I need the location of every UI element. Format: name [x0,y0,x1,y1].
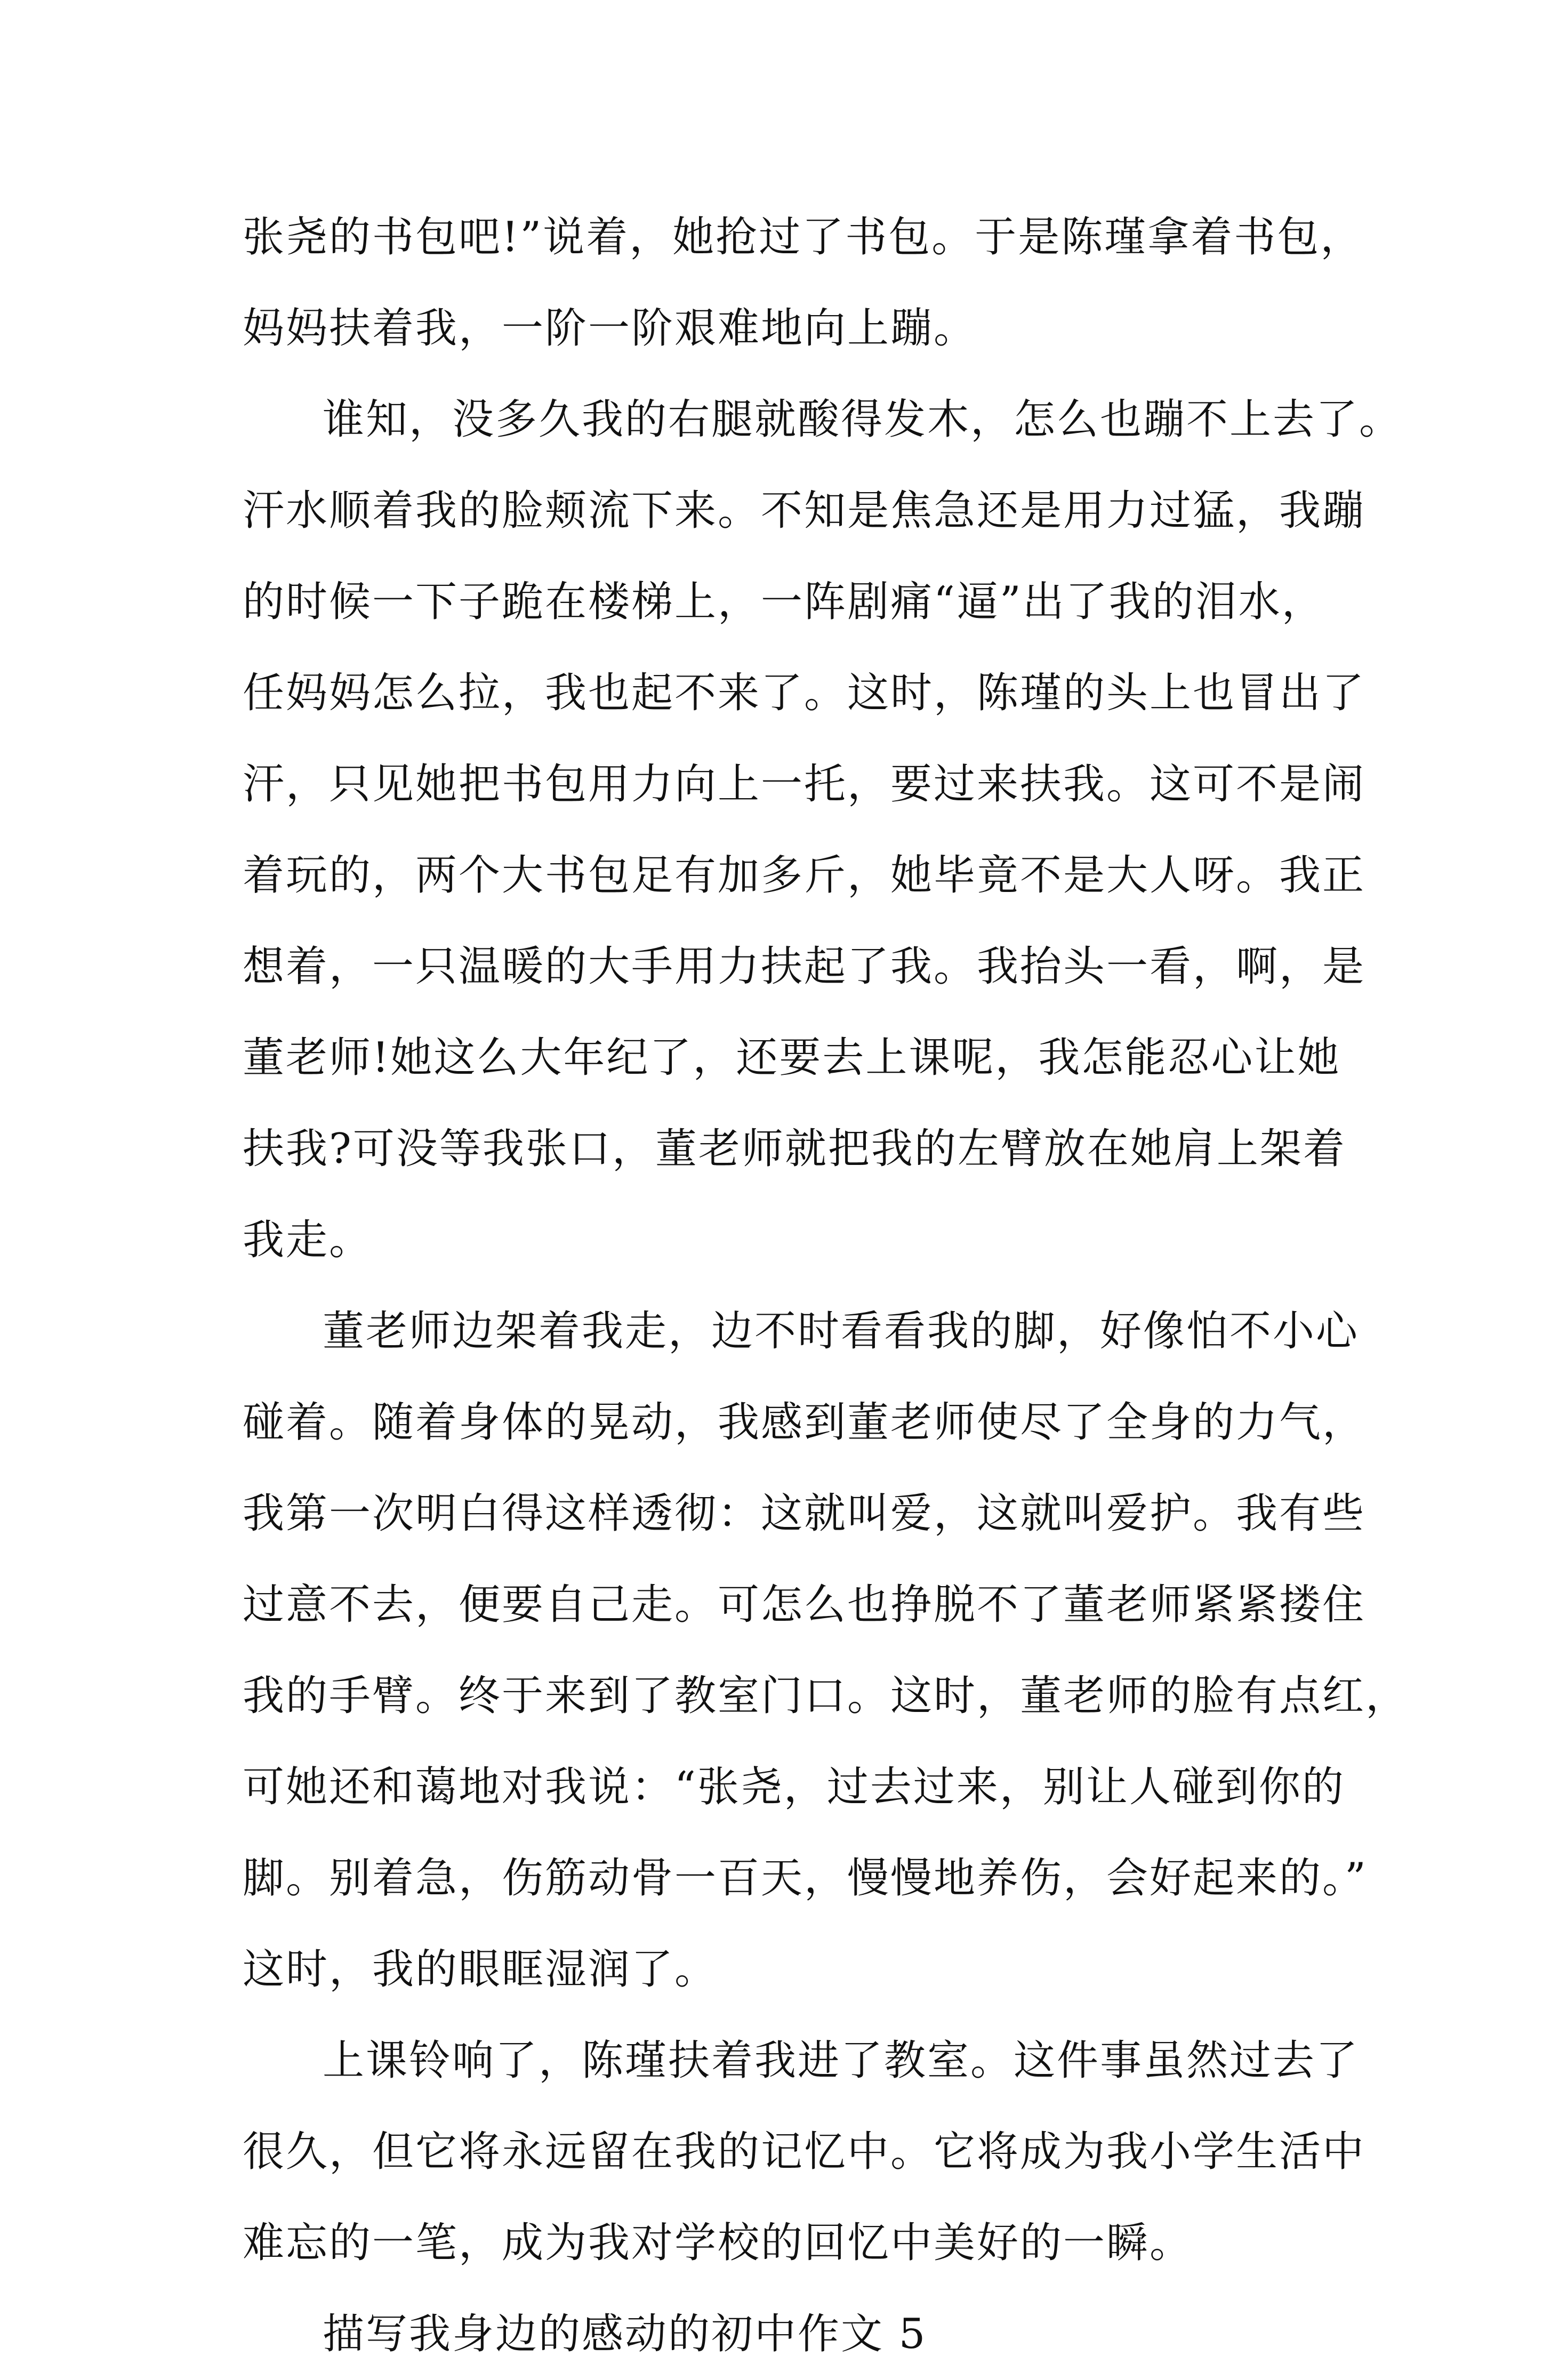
text-line: 碰着。随着身体的晃动，我感到董老师使尽了全身的力气， [243,1398,1366,1446]
paragraph-start-line: 谁知，没多久我的右腿就酸得发木，怎么也蹦不上去了。 [323,396,1403,444]
text-line: 妈妈扶着我，一阶一阶艰难地向上蹦。 [243,304,977,352]
paragraph-start-line: 上课铃响了，陈瑾扶着我进了教室。这件事虽然过去了 [323,2037,1360,2085]
section-heading: 描写我身边的感动的初中作文 5 [323,2310,927,2358]
text-line: 我走。 [243,1216,373,1264]
text-line: 董老师!她这么大年纪了，还要去上课呢，我怎能忍心让她 [243,1034,1341,1082]
text-line: 想着，一只温暖的大手用力扶起了我。我抬头一看，啊，是 [243,943,1366,991]
text-line: 着玩的，两个大书包足有加多斤，她毕竟不是大人呀。我正 [243,851,1366,899]
text-line: 很久，但它将永远留在我的记忆中。它将成为我小学生活中 [243,2128,1366,2176]
text-line: 任妈妈怎么拉，我也起不来了。这时，陈瑾的头上也冒出了 [243,669,1366,717]
paragraph-start-line: 董老师边架着我走，边不时看看我的脚，好像怕不小心 [323,1307,1360,1355]
text-line: 汗水顺着我的脸颊流下来。不知是焦急还是用力过猛，我蹦 [243,487,1366,535]
essay-body [243,192,1409,2380]
text-line: 难忘的一笔，成为我对学校的回忆中美好的一瞬。 [243,2219,1193,2267]
text-line: 这时，我的眼眶湿润了。 [243,1945,718,1993]
text-line: 我第一次明白得这样透彻：这就叫爱，这就叫爱护。我有些 [243,1490,1366,1538]
text-line: 过意不去，便要自己走。可怎么也挣脱不了董老师紧紧搂住 [243,1581,1366,1629]
text-line: 汗，只见她把书包用力向上一托，要过来扶我。这可不是闹 [243,760,1366,808]
text-line: 可她还和蔼地对我说：“张尧，过去过来，别让人碰到你的 [243,1763,1345,1811]
text-line: 脚。别着急，伤筋动骨一百天，慢慢地养伤，会好起来的。” [243,1854,1368,1902]
text-line: 我的手臂。终于来到了教室门口。这时，董老师的脸有点红， [243,1672,1409,1720]
text-line: 的时候一下子跪在楼梯上，一阵剧痛“逼”出了我的泪水， [243,578,1325,626]
text-line: 扶我?可没等我张口，董老师就把我的左臂放在她肩上架着 [243,1125,1346,1173]
text-line: 张尧的书包吧!”说着，她抢过了书包。于是陈瑾拿着书包， [243,213,1364,261]
